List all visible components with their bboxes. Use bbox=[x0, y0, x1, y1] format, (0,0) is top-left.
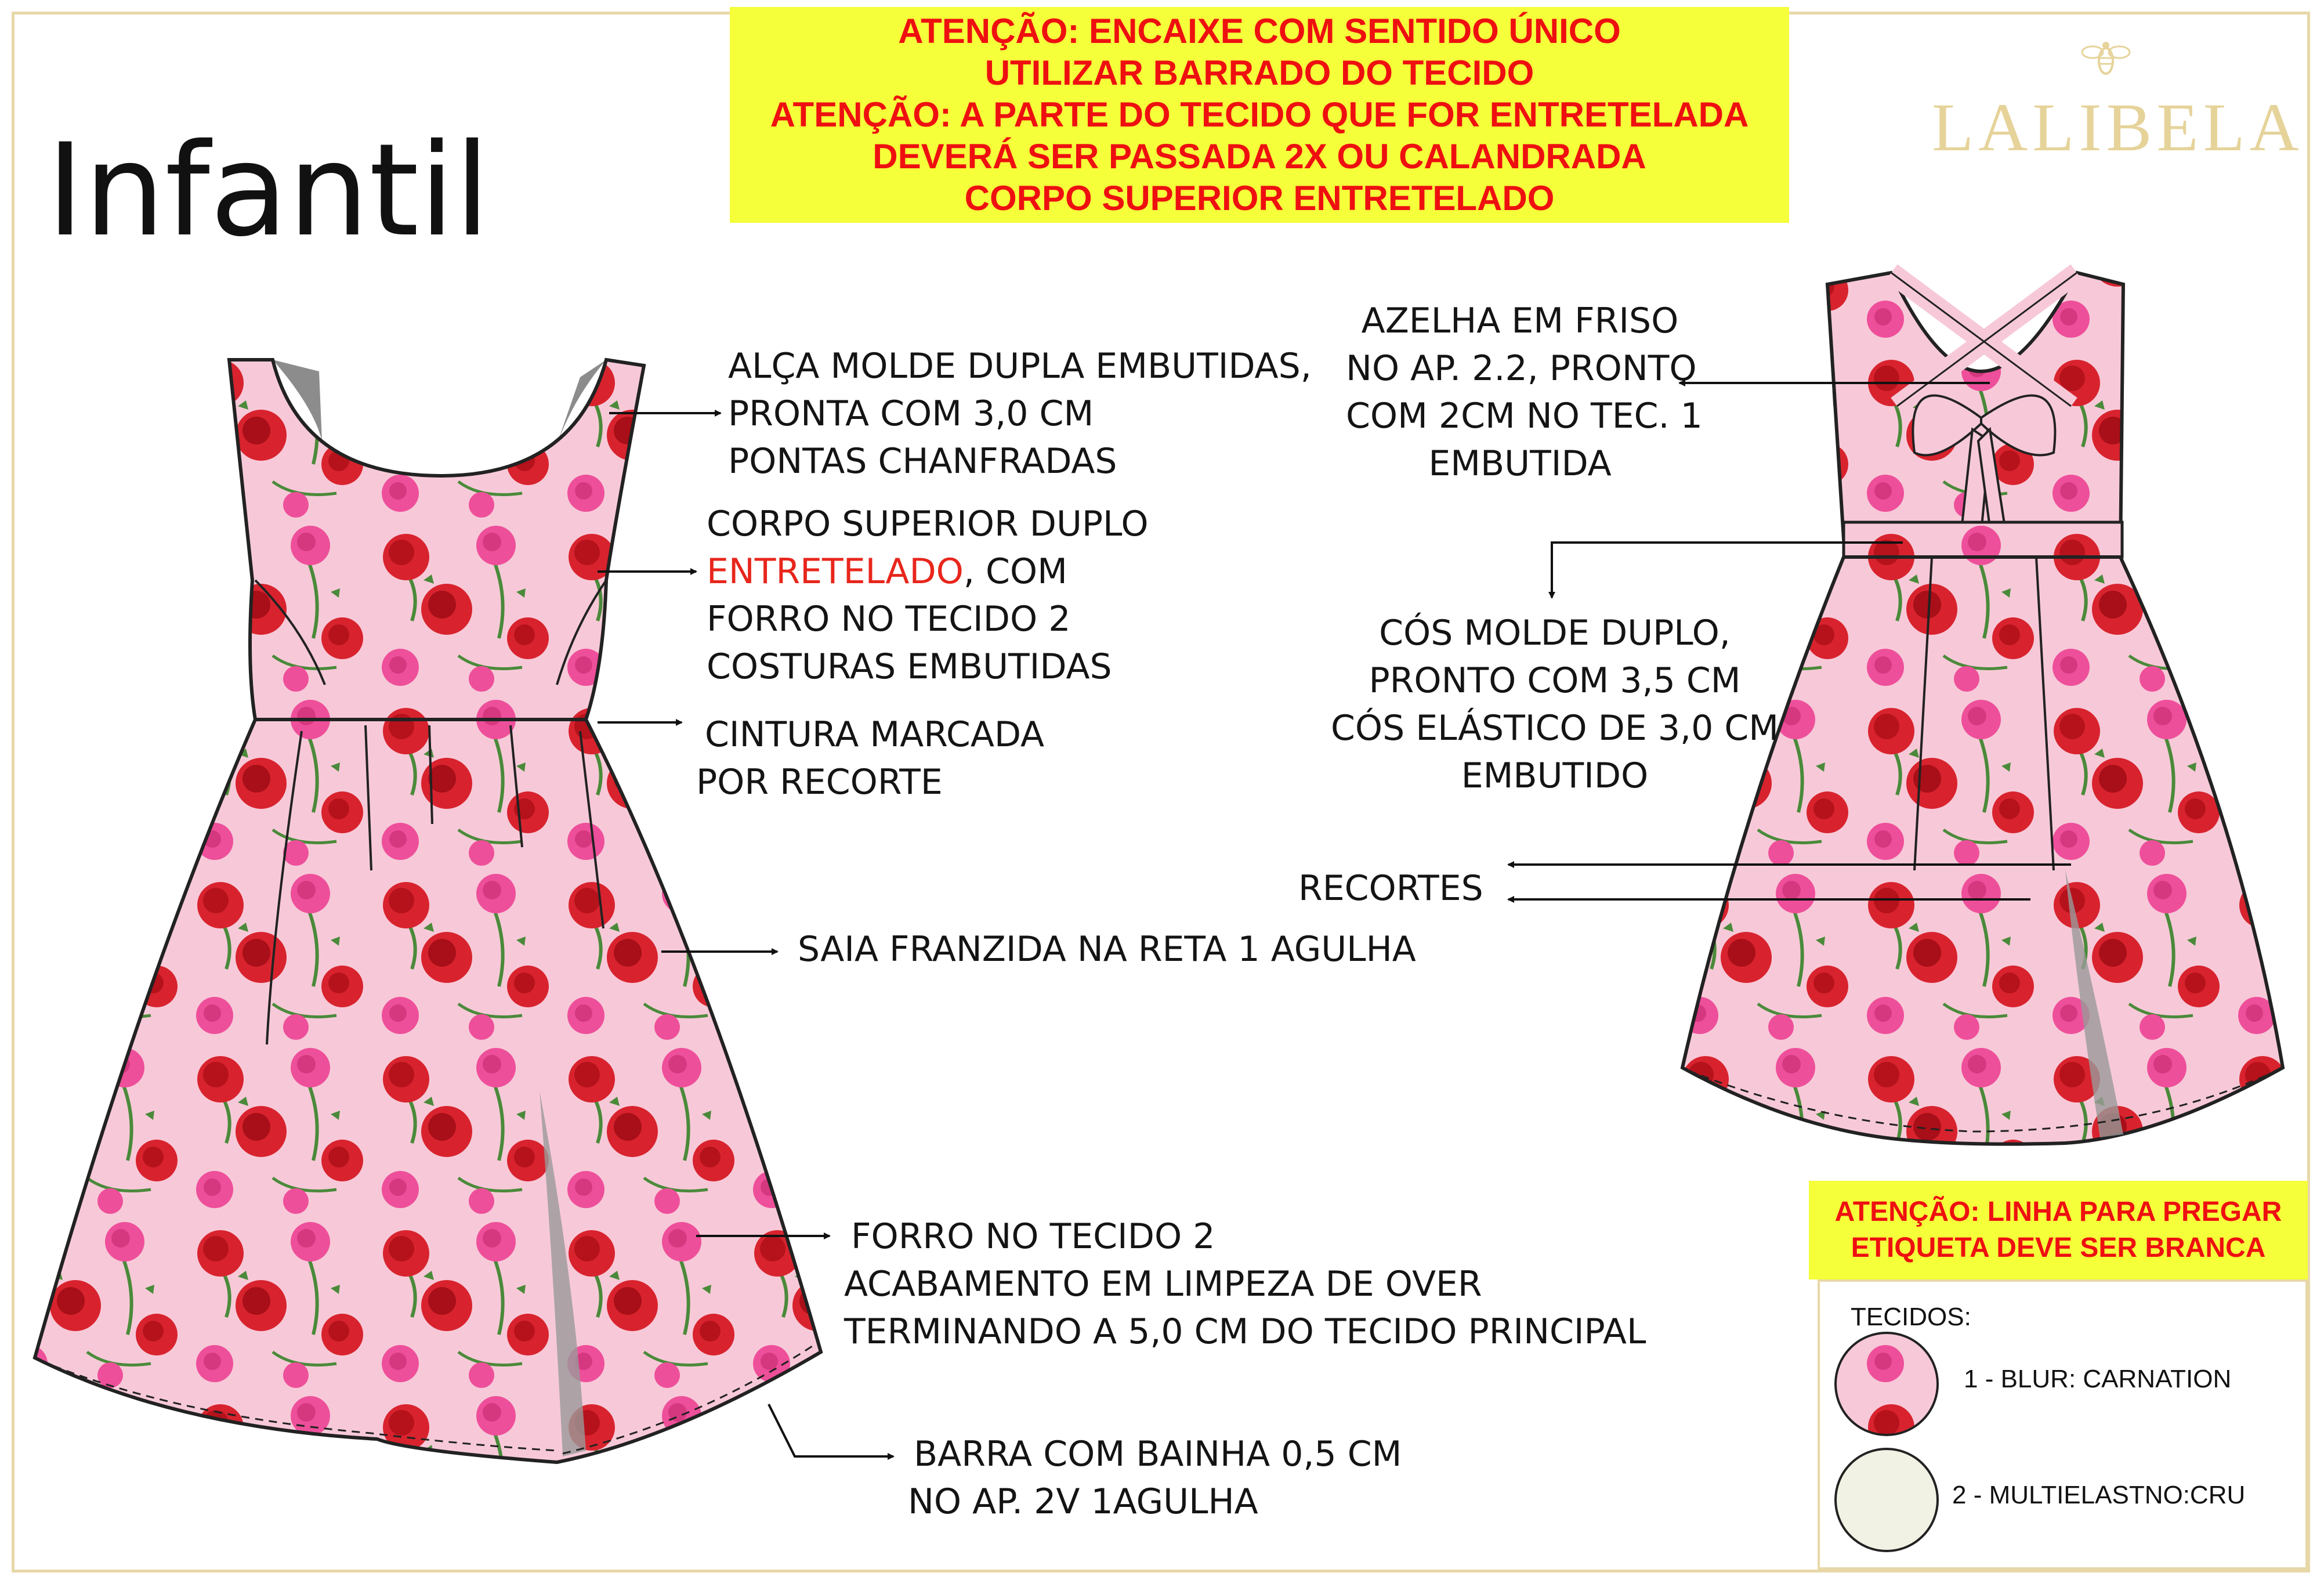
note-line: PRONTO COM 3,5 CM bbox=[1369, 660, 1741, 701]
note-line: EMBUTIDA bbox=[1428, 443, 1612, 484]
note-line: FORRO NO TECIDO 2 bbox=[851, 1216, 1215, 1257]
front-dress-drawing bbox=[35, 360, 821, 1462]
note-line: COM 2CM NO TEC. 1 bbox=[1346, 396, 1703, 436]
note-corpo-superior bbox=[707, 500, 1149, 691]
note-forro bbox=[844, 1213, 1646, 1355]
highlight-entretelado: ENTRETELADO bbox=[707, 551, 964, 592]
note-cos bbox=[1323, 609, 1787, 800]
note-line: NO AP. 2.2, PRONTO bbox=[1346, 348, 1697, 389]
note-recortes: RECORTES bbox=[1298, 868, 1483, 909]
warning-line: CORPO SUPERIOR ENTRETELADO bbox=[964, 179, 1555, 218]
page-title: Infantil bbox=[46, 116, 490, 265]
note-line: PRONTA COM 3,0 CM bbox=[728, 393, 1094, 434]
label-warning-box bbox=[1809, 1181, 2308, 1279]
note-line: CORPO SUPERIOR DUPLO bbox=[707, 504, 1149, 544]
note-line-rest: , COM bbox=[963, 551, 1067, 592]
warning-line: DEVERÁ SER PASSADA 2X OU CALANDRADA bbox=[873, 137, 1646, 176]
warning-line: ATENÇÃO: ENCAIXE COM SENTIDO ÚNICO bbox=[898, 12, 1621, 50]
note-line: NO AP. 2V 1AGULHA bbox=[908, 1481, 1258, 1522]
note-line: CÓS MOLDE DUPLO, bbox=[1379, 613, 1731, 653]
fabric-label-2: 2 - MULTIELASTNO:CRU bbox=[1952, 1481, 2246, 1509]
note-saia: SAIA FRANZIDA NA RETA 1 AGULHA bbox=[798, 929, 1416, 970]
note-line bbox=[707, 548, 1149, 595]
note-cintura bbox=[696, 711, 1044, 806]
note-line: CÓS ELÁSTICO DE 3,0 CM bbox=[1330, 708, 1779, 749]
fabric-label-1: 1 - BLUR: CARNATION bbox=[1964, 1365, 2232, 1393]
note-line: BARRA COM BAINHA 0,5 CM bbox=[914, 1434, 1402, 1474]
note-line: TERMINANDO A 5,0 CM DO TECIDO PRINCIPAL bbox=[844, 1311, 1646, 1352]
label-warning-line: ATENÇÃO: LINHA PARA PREGAR bbox=[1834, 1196, 2282, 1227]
warning-line: UTILIZAR BARRADO DO TECIDO bbox=[984, 53, 1534, 92]
note-azelha bbox=[1346, 297, 1703, 487]
note-line: FORRO NO TECIDO 2 bbox=[707, 599, 1071, 639]
note-line: PONTAS CHANFRADAS bbox=[728, 441, 1117, 482]
note-line: CINTURA MARCADA bbox=[705, 714, 1045, 755]
note-barra bbox=[908, 1430, 1402, 1525]
note-line: ACABAMENTO EM LIMPEZA DE OVER bbox=[844, 1264, 1482, 1304]
note-line: ALÇA MOLDE DUPLA EMBUTIDAS, bbox=[728, 346, 1312, 386]
fabrics-heading: TECIDOS: bbox=[1851, 1303, 1971, 1331]
note-line: COSTURAS EMBUTIDAS bbox=[707, 646, 1112, 687]
label-warning-line: ETIQUETA DEVE SER BRANCA bbox=[1851, 1232, 2266, 1263]
note-line: POR RECORTE bbox=[696, 762, 943, 802]
note-line: EMBUTIDO bbox=[1461, 755, 1649, 796]
warning-line: ATENÇÃO: A PARTE DO TECIDO QUE FOR ENTRETELADA bbox=[770, 95, 1749, 134]
note-line: AZELHA EM FRISO bbox=[1361, 301, 1679, 341]
brand-name: LALIBELA bbox=[1932, 89, 2304, 165]
note-alca bbox=[728, 342, 1312, 485]
